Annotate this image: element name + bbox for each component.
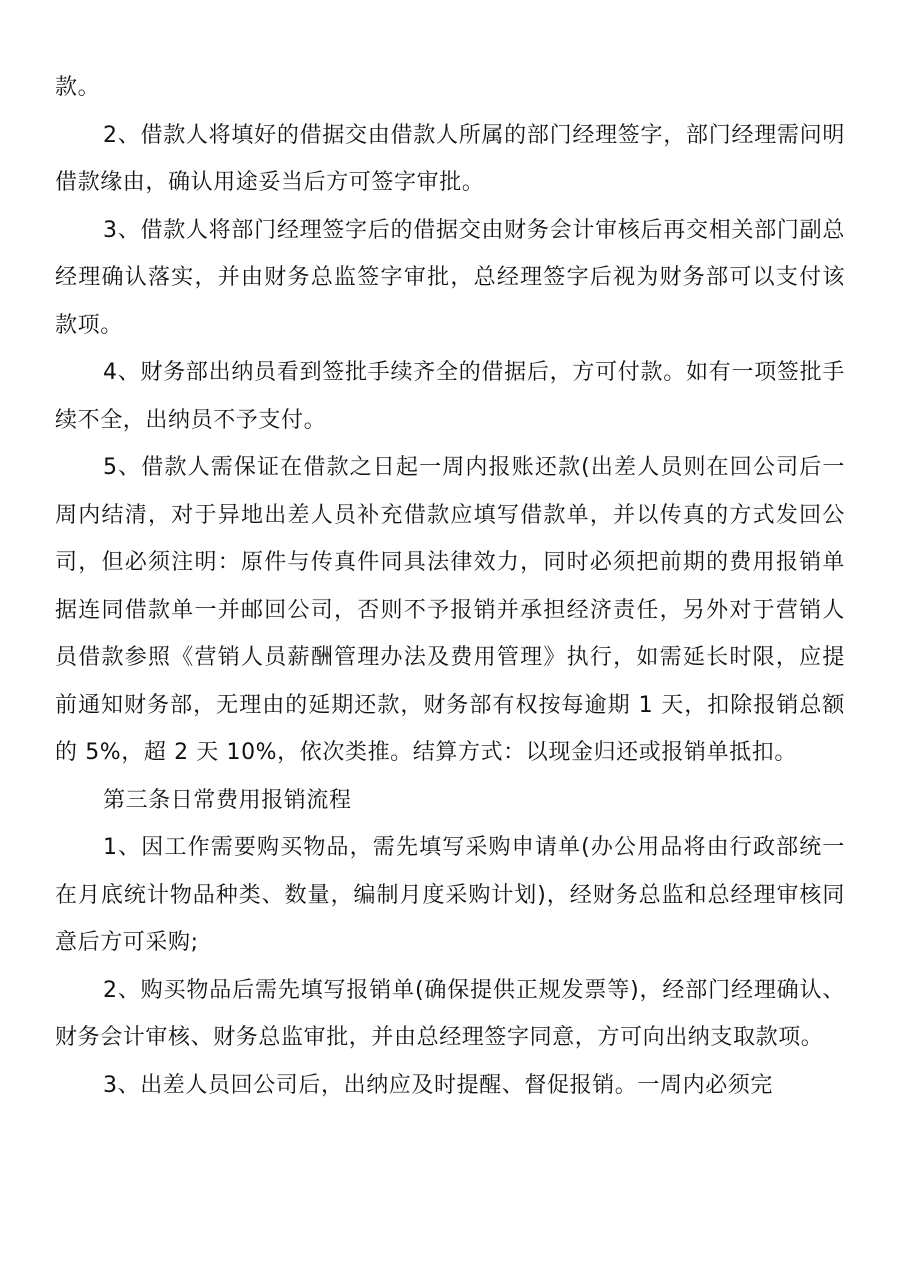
paragraph-item-1: 1、因工作需要购买物品，需先填写采购申请单(办公用品将由行政部统一在月底统计物品种类、数量，编制月度采购计划)，经财务总监和总经理审核同意后方可采购;: [55, 835, 845, 955]
paragraph-item-3: 3、借款人将部门经理签字后的借据交由财务会计审核后再交相关部门副总经理确认落实，并由财务总监签字审批，总经理签字后视为财务部可以支付该款项。: [55, 217, 845, 338]
paragraph-item-2b: 2、购买物品后需先填写报销单(确保提供正规发票等)，经部门经理确认、财务会计审核、财务总监审批，并由总经理签字同意，方可向出纳支取款项。: [55, 977, 845, 1050]
paragraph-continuation: 款。: [55, 75, 101, 100]
paragraph-item-2: 2、借款人将填好的借据交由借款人所属的部门经理签字，部门经理需问明借款缘由，确认用途妥当后方可签字审批。: [55, 122, 845, 195]
section-heading-article-3: 第三条日常费用报销流程: [103, 787, 352, 813]
paragraph-item-4: 4、财务部出纳员看到签批手续齐全的借据后，方可付款。如有一项签批手续不全，出纳员不予支付。: [55, 360, 845, 433]
document-body: [55, 64, 845, 1109]
paragraph-item-5: 5、借款人需保证在借款之日起一周内报账还款(出差人员则在回公司后一周内结清，对于异地出差人员补充借款应填写借款单，并以传真的方式发回公司，但必须注明：原件与传真件同具法律效力，同时必须把前期的费用报销单据连同借款单一并邮回公司，否则不予报销并承担经济责任，另外对于营销人员借款参照《营销人员薪酬管理办法及费用管理》执行，如需延长时限，应提前通知财务部，无理由的延期还款，财务部有权按每逾期 1 天，扣除报销总额的 5%，超 2 天 10%，依次类推。结算方式：以现金归还或报销单抵扣。: [55, 455, 845, 765]
paragraph-item-3b: 3、出差人员回公司后，出纳应及时提醒、督促报销。一周内必须完: [103, 1072, 773, 1098]
